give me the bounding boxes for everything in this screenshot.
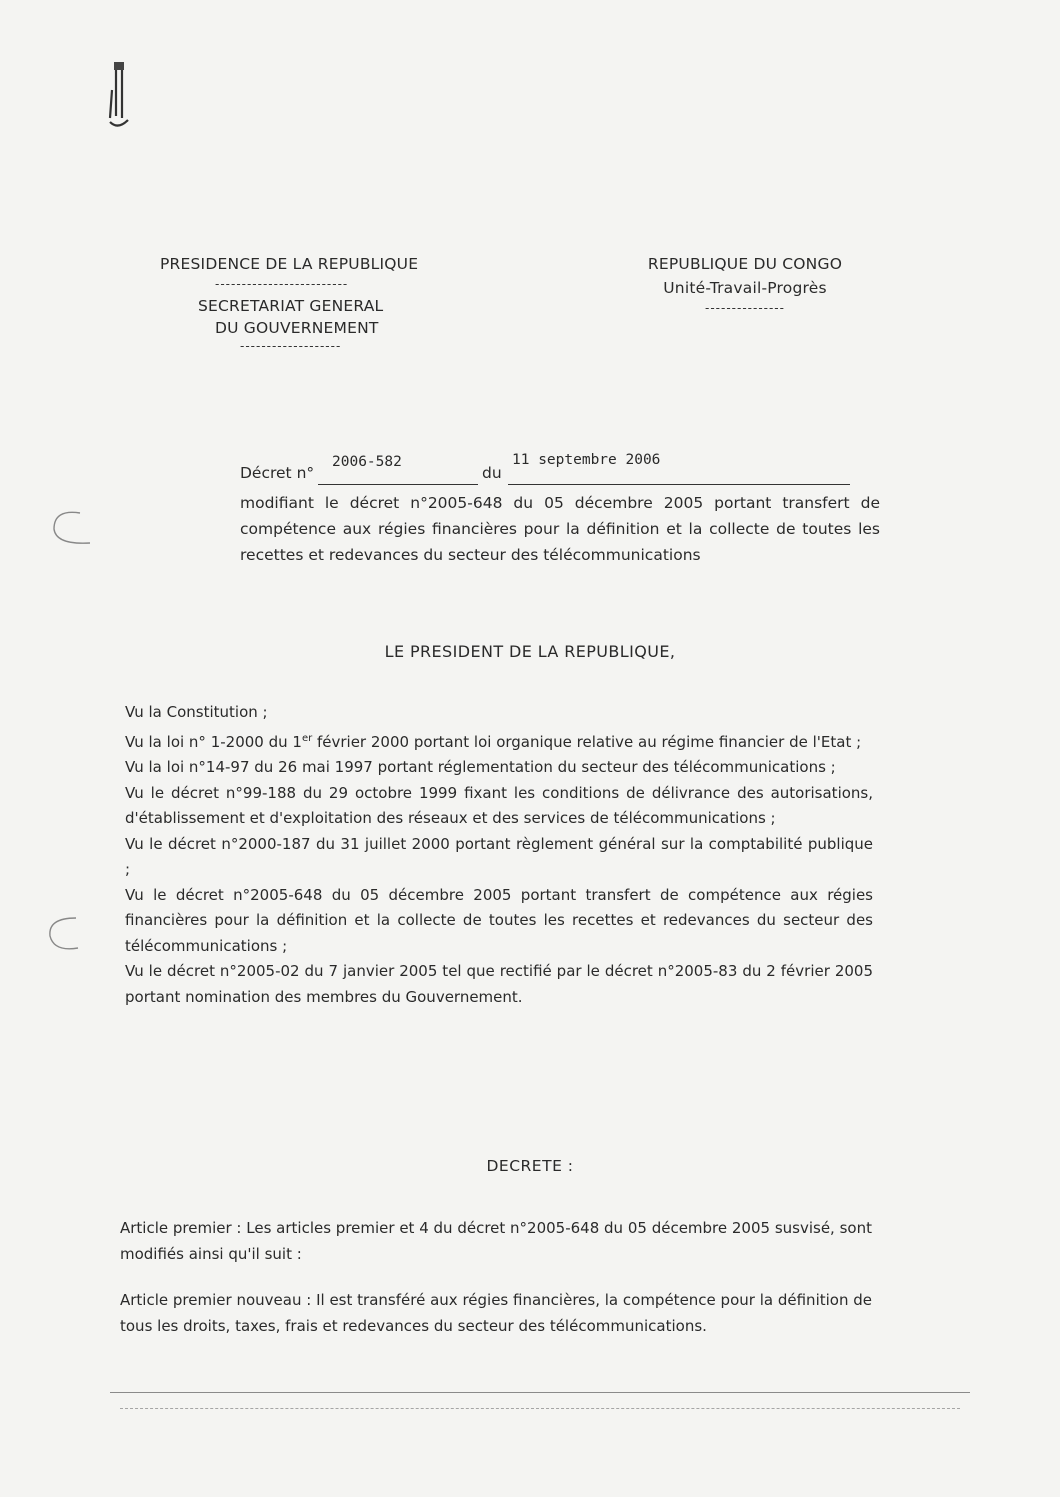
header-separator: --------------- [705, 301, 785, 315]
article-premier-nouveau [120, 1288, 872, 1339]
visa-item: Vu la loi n°14-97 du 26 mai 1997 portant réglementation du secteur des télécommunications ; [125, 758, 836, 776]
header-separator: ------------------- [240, 339, 342, 353]
decree-number-label: Décret n° [240, 464, 315, 482]
punch-hole-mark [40, 912, 90, 958]
visa-item: Vu le décret n°99-188 du 29 octobre 1999 fixant les conditions de délivrance des autorisations, d'établissement et d'exploitation des réseaux et des services de télécommunications ; [125, 783, 873, 827]
president-title: LE PRESIDENT DE LA REPUBLIQUE, [384, 642, 676, 661]
visas-section [125, 700, 873, 1010]
visa-item: Vu le décret n°2000-187 du 31 juillet 2000 portant règlement général sur la comptabilité publique ; [125, 834, 873, 878]
decree-reference-block [240, 450, 880, 568]
presidence-title: PRESIDENCE DE LA REPUBLIQUE [160, 255, 419, 273]
decrete-heading: DECRETE : [486, 1157, 574, 1175]
visa-item: Vu le décret n°2005-02 du 7 janvier 2005 tel que rectifié par le décret n°2005-83 du 2 février 2005 portant nomination des membres du Gouvernement. [125, 962, 873, 1006]
right-header [620, 255, 870, 315]
visa-item: Vu la Constitution ; [125, 703, 268, 721]
article-label: Article premier nouveau : [120, 1291, 312, 1309]
article-label: Article premier : [120, 1219, 242, 1237]
secretariat-line-2: DU GOUVERNEMENT [215, 319, 379, 337]
article-premier [120, 1216, 872, 1267]
decree-date: 11 septembre 2006 [512, 452, 661, 468]
decree-reference-line [240, 450, 880, 482]
footer-rule [120, 1408, 960, 1409]
decree-date-label: du [482, 464, 502, 482]
decree-number: 2006-582 [332, 454, 402, 470]
staple-mark [98, 60, 138, 132]
punch-hole-mark [40, 505, 100, 555]
decree-subject: modifiant le décret n°2005-648 du 05 décembre 2005 portant transfert de compétence aux régies financières pour la définition et la collecte de toutes les recettes et redevances du secteur des télécommunications [240, 494, 880, 564]
visa-item: Vu la loi n° 1-2000 du 1er février 2000 portant loi organique relative au régime financier de l'Etat ; [125, 732, 862, 751]
footer-rule [110, 1392, 970, 1393]
article-text: Il est transféré aux régies financières, la compétence pour la définition de tous les droits, taxes, frais et redevances du secteur des télécommunications. [120, 1291, 872, 1335]
national-motto: Unité-Travail-Progrès [663, 279, 827, 297]
left-header [160, 255, 480, 353]
header-separator: ------------------------- [215, 277, 349, 291]
secretariat-line-1: SECRETARIAT GENERAL [198, 297, 384, 315]
republic-title: REPUBLIQUE DU CONGO [647, 255, 843, 273]
article-text: Les articles premier et 4 du décret n°2005-648 du 05 décembre 2005 susvisé, sont modifiés ainsi qu'il suit : [120, 1219, 872, 1263]
visa-item: Vu le décret n°2005-648 du 05 décembre 2005 portant transfert de compétence aux régies financières pour la définition et la collecte de toutes les recettes et redevances du secteur des télécommunications ; [125, 885, 873, 955]
